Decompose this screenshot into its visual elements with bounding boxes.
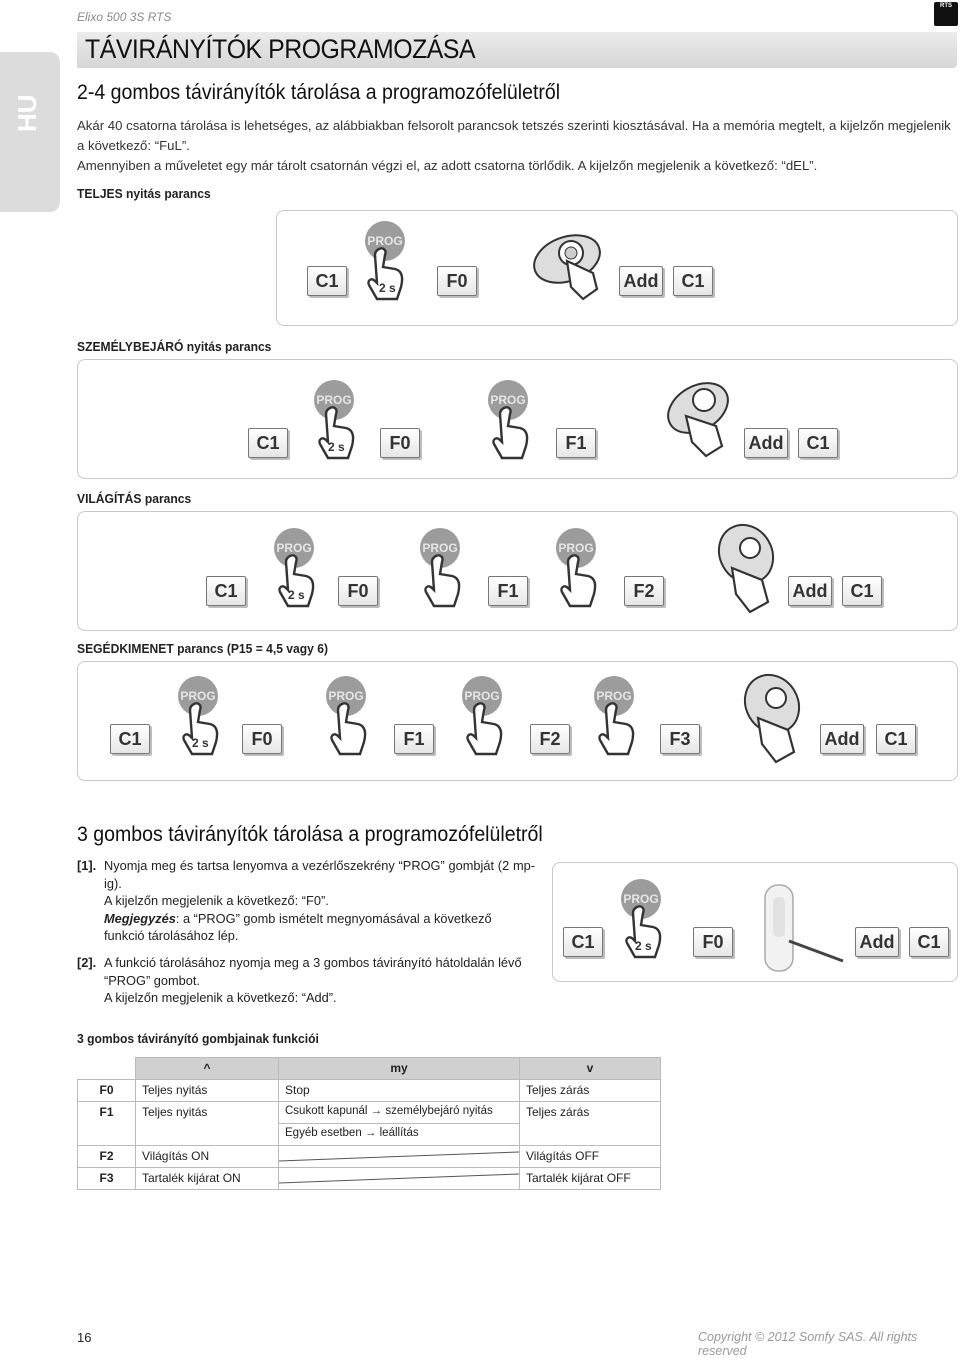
- key-c1: C1: [248, 428, 288, 458]
- key-c1: C1: [206, 576, 246, 606]
- table-cell-code: F0: [78, 1080, 136, 1102]
- table-cell-code: F2: [78, 1146, 136, 1168]
- key-add: Add: [788, 576, 832, 606]
- table-cell-up: Teljes nyitás: [136, 1080, 279, 1102]
- table-row: [78, 1168, 661, 1190]
- prog-button: PROG: [594, 676, 634, 716]
- key-add: Add: [855, 927, 899, 957]
- document-title: Elixo 500 3S RTS: [77, 10, 172, 24]
- table-cell-my: Csukott kapunál → személybejáró nyitás: [279, 1102, 520, 1124]
- section1-heading: 2-4 gombos távirányítók tárolása a programozófelületről: [77, 81, 561, 104]
- sequence-light-label: VILÁGÍTÁS parancs: [77, 491, 192, 506]
- sequence-3button-panel: [552, 862, 958, 982]
- sequence-light-panel: [77, 511, 958, 631]
- key-f0: F0: [380, 428, 420, 458]
- key-c1: C1: [563, 927, 603, 957]
- sequence-aux-panel: [77, 661, 958, 781]
- three-button-remote-icon: [759, 871, 849, 975]
- table-caption: 3 gombos távirányító gombjainak funkciói: [77, 1031, 319, 1046]
- table-row: [78, 1080, 661, 1102]
- prog-button: PROG: [420, 528, 460, 568]
- remote-control-icon: [527, 229, 607, 309]
- prog-button: PROG: [274, 528, 314, 568]
- table-header-down: v: [520, 1058, 661, 1080]
- key-c1: C1: [876, 724, 916, 754]
- table-header-row: [78, 1058, 661, 1080]
- pointing-hand-icon: [556, 554, 602, 610]
- key-c1: C1: [673, 266, 713, 296]
- sequence-pedestrian-label: SZEMÉLYBEJÁRÓ nyitás parancs: [77, 339, 272, 354]
- rts-logo: RTS: [934, 2, 958, 26]
- pointing-hand-icon: [326, 702, 372, 758]
- not-applicable-line: [279, 1146, 519, 1167]
- page-title: TÁVIRÁNYÍTÓK PROGRAMOZÁSA: [85, 34, 476, 64]
- copyright: Copyright © 2012 Somfy SAS. All rights reserved: [698, 1330, 918, 1358]
- hold-duration: 2 s: [635, 939, 652, 953]
- pointing-hand-icon: [488, 406, 534, 462]
- pointing-hand-icon: [420, 554, 466, 610]
- prog-button: PROG: [326, 676, 366, 716]
- table-row: [78, 1146, 661, 1168]
- key-f2: F2: [624, 576, 664, 606]
- table-cell-my-empty: [279, 1168, 520, 1190]
- table-row: [78, 1102, 661, 1124]
- sequence-full-label: TELJES nyitás parancs: [77, 186, 211, 201]
- sequence-pedestrian-panel: [77, 359, 958, 479]
- page-number: 16: [77, 1330, 92, 1345]
- step2-text: A funkció tárolásához nyomja meg a 3 gombos távirányító hátoldalán lévő “PROG” gombot.: [104, 955, 522, 988]
- key-f0: F0: [338, 576, 378, 606]
- key-f0: F0: [693, 927, 733, 957]
- table-cell-down: Teljes zárás: [520, 1102, 661, 1146]
- remote-control-icon: [706, 520, 786, 620]
- table-cell-up: Teljes nyitás: [136, 1102, 279, 1146]
- key-f1: F1: [556, 428, 596, 458]
- function-table: [77, 1057, 661, 1190]
- not-applicable-line: [279, 1168, 519, 1189]
- step2: [77, 954, 535, 1007]
- key-add: Add: [744, 428, 788, 458]
- table-cell-up: Tartalék kijárat ON: [136, 1168, 279, 1190]
- step2-number: [2].: [77, 955, 97, 970]
- step1-result: A kijelzőn megjelenik a következő: “F0”.: [104, 893, 329, 908]
- key-c1: C1: [798, 428, 838, 458]
- prog-button: PROG: [178, 676, 218, 716]
- key-add: Add: [619, 266, 663, 296]
- table-cell-my-alt: Egyéb esetben → leállítás: [279, 1124, 520, 1146]
- table-cell-up: Világítás ON: [136, 1146, 279, 1168]
- key-f0: F0: [437, 266, 477, 296]
- pointing-hand-icon: [594, 702, 640, 758]
- table-cell-code: F1: [78, 1102, 136, 1146]
- table-cell-down: Világítás OFF: [520, 1146, 661, 1168]
- section2-heading: 3 gombos távirányítók tárolása a programozófelületről: [77, 823, 543, 846]
- key-f1: F1: [488, 576, 528, 606]
- prog-button: PROG: [365, 221, 405, 261]
- key-f0: F0: [242, 724, 282, 754]
- table-header-up: ^: [136, 1058, 279, 1080]
- step1-note: Megjegyzés: a “PROG” gomb ismételt megnyomásával a következő funkció tárolásához lép.: [104, 910, 492, 943]
- hold-duration: 2 s: [328, 440, 345, 454]
- key-c1: C1: [307, 266, 347, 296]
- step1-number: [1].: [77, 858, 97, 873]
- sequence-full-panel: [276, 210, 958, 326]
- step1-text: Nyomja meg és tartsa lenyomva a vezérlőszekrény “PROG” gombját (2 mp-ig).: [104, 858, 535, 891]
- step2-result: A kijelzőn megjelenik a következő: “Add”.: [104, 990, 337, 1005]
- language-tab: HU: [0, 52, 60, 212]
- step1: [77, 857, 535, 945]
- key-c1: C1: [842, 576, 882, 606]
- hold-duration: 2 s: [379, 281, 396, 295]
- table-cell-down: Teljes zárás: [520, 1080, 661, 1102]
- table-cell-code: F3: [78, 1168, 136, 1190]
- prog-button: PROG: [621, 879, 661, 919]
- remote-control-icon: [656, 376, 736, 466]
- prog-button: PROG: [462, 676, 502, 716]
- pointing-hand-icon: [462, 702, 508, 758]
- remote-control-icon: [732, 670, 812, 770]
- prog-button: PROG: [488, 380, 528, 420]
- key-f3: F3: [660, 724, 700, 754]
- key-f2: F2: [530, 724, 570, 754]
- section1-para2: Amennyiben a műveletet egy már tárolt csatornán végzi el, az adott csatorna törlődik. A kijelzőn megjelenik a következő: “dEL”.: [77, 158, 818, 173]
- prog-button: PROG: [314, 380, 354, 420]
- key-c1: C1: [110, 724, 150, 754]
- hold-duration: 2 s: [192, 736, 209, 750]
- table-header-empty: [78, 1058, 136, 1080]
- hold-duration: 2 s: [288, 588, 305, 602]
- table-cell-my: Stop: [279, 1080, 520, 1102]
- prog-button: PROG: [556, 528, 596, 568]
- key-c1: C1: [909, 927, 949, 957]
- table-header-my: my: [279, 1058, 520, 1080]
- key-f1: F1: [394, 724, 434, 754]
- table-cell-down: Tartalék kijárat OFF: [520, 1168, 661, 1190]
- table-cell-my-empty: [279, 1146, 520, 1168]
- sequence-aux-label: SEGÉDKIMENET parancs (P15 = 4,5 vagy 6): [77, 641, 328, 656]
- section1-para1: Akár 40 csatorna tárolása is lehetséges, az alábbiakban felsorolt parancsok tetszés szerinti kiosztásával. Ha a memória megtelt, a kijelzőn megjelenik a következő: “FuL”.: [77, 118, 951, 153]
- key-add: Add: [820, 724, 864, 754]
